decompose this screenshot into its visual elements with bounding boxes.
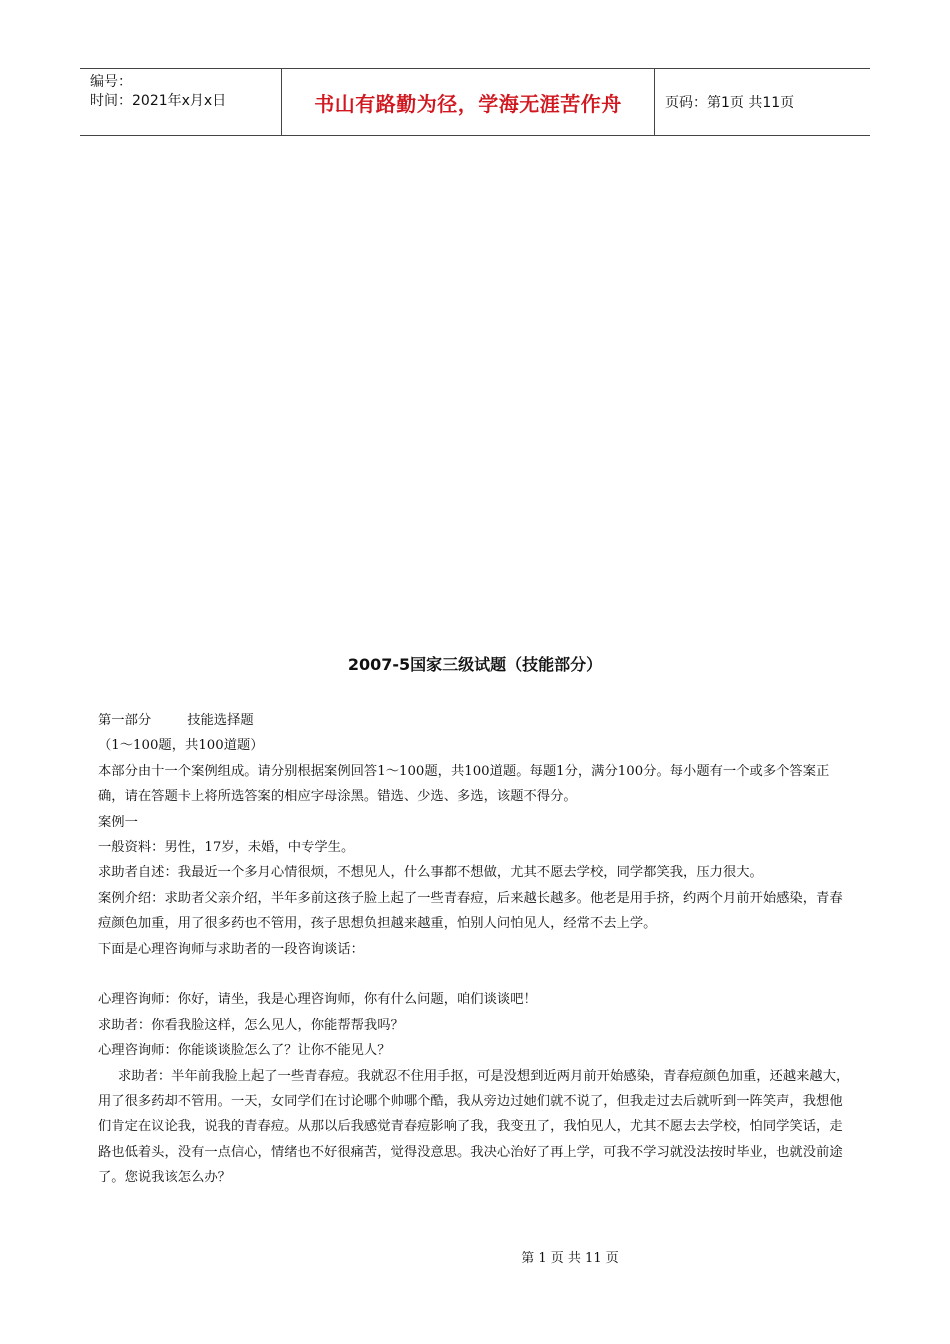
- self-statement: 求助者自述：我最近一个多月心情很烦，不想见人，什么事都不想做，尤其不愿去学校，同学都笑我，压力很大。: [98, 865, 763, 881]
- blank-line: [98, 962, 850, 987]
- dialogue-line: 求助者：你看我脸这样，怎么见人，你能帮帮我吗？: [98, 1017, 404, 1033]
- part-label: 第一部分: [98, 713, 152, 728]
- header-meta-cell: [80, 69, 282, 135]
- document-title: 2007-5国家三级试题（技能部分）: [347, 655, 603, 674]
- number-label: 编号：: [90, 74, 132, 90]
- part-name: 技能选择题: [187, 713, 254, 728]
- general-info: 一般资料：男性，17岁，未婚，中专学生。: [98, 840, 355, 856]
- instructions: 本部分由十一个案例组成。请分别根据案例回答1～100题，共100道题。每题1分，满分100分。每小题有一个或多个答案正确，请在答题卡上将所选答案的相应字母涂黑。错选、少选、多选，该题不得分。: [98, 763, 830, 805]
- header-table: [80, 68, 870, 136]
- motto: 书山有路勤为径，学海无涯苦作舟: [314, 91, 622, 116]
- dialogue-line: 心理咨询师：你好，请坐，我是心理咨询师，你有什么问题，咱们谈谈吧！: [98, 992, 537, 1008]
- time-label: 时间：2021年x月x日: [90, 93, 227, 109]
- page-info: 页码：第1页 共11页: [665, 95, 795, 111]
- page-footer: 第 1 页 共 11 页: [521, 1251, 619, 1266]
- dialogue-line: 心理咨询师：你能谈谈脸怎么了？让你不能见人？: [98, 1043, 391, 1059]
- question-range: （1～100题，共100道题）: [98, 738, 264, 754]
- case-introduction: 案例介绍：求助者父亲介绍，半年多前这孩子脸上起了一些青春痘，后来越长越多。他老是用手挤，约两个月前开始感染，青春痘颜色加重，用了很多药也不管用，孩子思想负担越来越重，怕别人问怕见人，经常不去上学。: [98, 890, 843, 932]
- dialogue-intro: 下面是心理咨询师与求助者的一段咨询谈话：: [98, 941, 364, 957]
- header-page-cell: [655, 69, 870, 135]
- document-body: [98, 708, 850, 1191]
- header-motto-cell: [282, 69, 655, 135]
- dialogue-paragraph: 求助者：半年前我脸上起了一些青春痘。我就忍不住用手抠，可是没想到近两月前开始感染，青春痘颜色加重，还越来越大，用了很多药却不管用。一天，女同学们在讨论哪个帅哪个酷，我从旁边过她们就不说了，但我走过去后就听到一阵笑声，我想他们肯定在议论我，说我的青春痘。从那以后我感觉青春痘影响了我，我变丑了，我怕见人，尤其不愿去去学校，怕同学笑话，走路也低着头，没有一点信心，情绪也不好很痛苦，觉得没意思。我决心治好了再上学，可我不学习就没法按时毕业，也就没前途了。您说我该怎么办？: [98, 1068, 850, 1186]
- case-heading: 案例一: [98, 814, 138, 830]
- part-heading: [98, 708, 850, 733]
